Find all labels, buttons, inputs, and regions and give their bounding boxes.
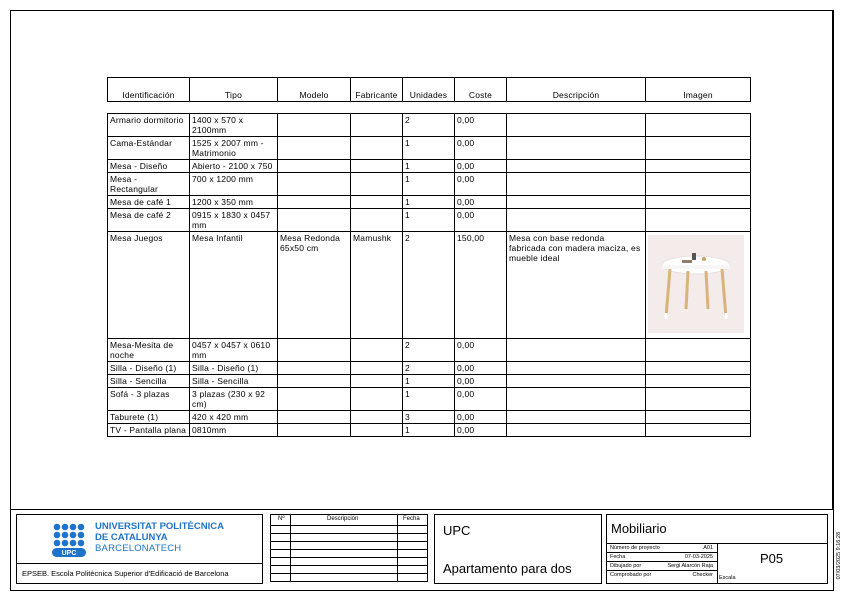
cell-tipo: Mesa Infantil [190, 232, 278, 339]
logo-divider [17, 563, 262, 564]
cell-coste: 0,00 [455, 339, 507, 362]
logo-dot [54, 540, 61, 547]
cell-modelo [278, 160, 351, 173]
rev-row-line [271, 573, 427, 574]
cell-imagen [646, 388, 751, 411]
cell-tipo: 0810mm [190, 424, 278, 437]
cell-unidades: 1 [403, 160, 455, 173]
cell-descripcion [507, 173, 646, 196]
logo-dot [62, 532, 69, 539]
logo-line-2: DE CATALUNYA [95, 532, 168, 543]
schedule-header [107, 77, 751, 102]
cell-coste: 0,00 [455, 137, 507, 160]
sheet-info-box [606, 514, 828, 584]
info-row-numero [607, 544, 717, 553]
cell-tipo: 1200 x 350 mm [190, 196, 278, 209]
cell-descripcion [507, 114, 646, 137]
dibujado-value: Sergi Alarcón Raja [667, 563, 713, 569]
cell-descripcion [507, 196, 646, 209]
logo-dot [70, 540, 77, 547]
header-imagen: Imagen [646, 78, 751, 102]
cell-fabricante [351, 160, 403, 173]
header-unidades: Unidades [403, 78, 455, 102]
cell-modelo [278, 209, 351, 232]
cell-coste: 0,00 [455, 375, 507, 388]
schedule-table [107, 113, 751, 437]
logo-dot [54, 524, 61, 531]
table-row [108, 209, 751, 232]
cell-unidades: 1 [403, 424, 455, 437]
cell-unidades: 1 [403, 209, 455, 232]
cell-coste: 150,00 [455, 232, 507, 339]
cell-tipo: 1400 x 570 x 2100mm [190, 114, 278, 137]
table-row [108, 160, 751, 173]
header-fabricante: Fabricante [351, 78, 403, 102]
cell-imagen [646, 424, 751, 437]
cell-modelo [278, 375, 351, 388]
table-row [108, 173, 751, 196]
project-box [434, 514, 602, 584]
cell-unidades: 2 [403, 114, 455, 137]
school-name: EPSEB. Escola Politècnica Superior d'Edificació de Barcelona [22, 569, 229, 578]
project-org: UPC [443, 523, 471, 538]
comprobado-label: Comprobado por [610, 572, 652, 578]
cell-modelo [278, 339, 351, 362]
cell-unidades: 1 [403, 137, 455, 160]
cell-descripcion [507, 424, 646, 437]
cell-fabricante [351, 209, 403, 232]
logo-text [95, 521, 224, 554]
cell-descripcion [507, 375, 646, 388]
info-row-fecha [607, 553, 717, 562]
cell-descripcion [507, 137, 646, 160]
cell-modelo [278, 424, 351, 437]
table-row [108, 375, 751, 388]
cell-imagen [646, 137, 751, 160]
cell-unidades: 3 [403, 411, 455, 424]
cell-imagen [646, 339, 751, 362]
cell-imagen [646, 114, 751, 137]
cell-fabricante [351, 196, 403, 209]
cell-modelo [278, 173, 351, 196]
cell-fabricante [351, 339, 403, 362]
cell-coste: 0,00 [455, 160, 507, 173]
cell-identificacion: Sofá - 3 plazas [108, 388, 190, 411]
product-photo [648, 235, 744, 333]
header-coste: Coste [455, 78, 507, 102]
sheet-title: Mobiliario [611, 521, 667, 536]
cell-imagen [646, 196, 751, 209]
fecha-value: 07-03-2025 [684, 554, 713, 560]
sheet-number: P05 [760, 551, 784, 566]
table-row [108, 114, 751, 137]
cell-modelo [278, 137, 351, 160]
cell-unidades: 2 [403, 339, 455, 362]
table-row [108, 196, 751, 209]
cell-unidades: 2 [403, 232, 455, 339]
cell-imagen [646, 173, 751, 196]
cell-fabricante [351, 424, 403, 437]
logo-dot [62, 524, 69, 531]
cell-coste: 0,00 [455, 388, 507, 411]
cell-fabricante [351, 137, 403, 160]
cell-modelo [278, 196, 351, 209]
cell-tipo: Silla - Sencilla [190, 375, 278, 388]
svg-text:UPC: UPC [61, 550, 77, 557]
escala-label: Escala [719, 575, 736, 581]
numero-value: A01 [703, 545, 713, 551]
rev-col-n: Nº [278, 516, 285, 522]
table-row [108, 232, 751, 339]
cell-fabricante [351, 114, 403, 137]
cell-identificacion: Silla - Diseño (1) [108, 362, 190, 375]
cell-identificacion: Mesa-Mesita de noche [108, 339, 190, 362]
outer-border-bottom [10, 590, 834, 591]
logo-line-3: BARCELONATECH [95, 543, 182, 554]
project-name: Apartamento para dos [443, 561, 572, 576]
cell-descripcion [507, 339, 646, 362]
rev-row-line [271, 557, 427, 558]
header-modelo: Modelo [278, 78, 351, 102]
cell-coste: 0,00 [455, 411, 507, 424]
cell-tipo: 700 x 1200 mm [190, 173, 278, 196]
cell-identificacion: Mesa - Rectangular [108, 173, 190, 196]
table-row [108, 339, 751, 362]
cell-identificacion: Taburete (1) [108, 411, 190, 424]
revisions-header [271, 515, 427, 526]
cell-coste: 0,00 [455, 362, 507, 375]
print-timestamp: 07/03/2025 9:16:28 [836, 532, 842, 580]
cell-fabricante [351, 173, 403, 196]
table-row [108, 362, 751, 375]
rev-row-line [271, 533, 427, 534]
rev-col-divider [290, 515, 291, 581]
cell-unidades: 1 [403, 388, 455, 411]
table-row [108, 411, 751, 424]
logo-dot [78, 524, 85, 531]
sheet-info-divider [717, 543, 718, 583]
logo-dot [78, 540, 85, 547]
cell-identificacion: Mesa de café 2 [108, 209, 190, 232]
cell-coste: 0,00 [455, 173, 507, 196]
rev-row-line [271, 565, 427, 566]
cell-modelo [278, 362, 351, 375]
outer-border-left [10, 510, 11, 590]
cell-fabricante [351, 388, 403, 411]
cell-coste: 0,00 [455, 114, 507, 137]
cell-identificacion: Cama-Estándar [108, 137, 190, 160]
cell-modelo: Mesa Redonda 65x50 cm [278, 232, 351, 339]
cell-identificacion: Armario dormitorio [108, 114, 190, 137]
logo-box [16, 514, 263, 584]
cell-tipo: 0915 x 1830 x 0457 mm [190, 209, 278, 232]
cell-fabricante [351, 411, 403, 424]
rev-col-desc: Descripción [327, 516, 359, 522]
cell-identificacion: Mesa - Diseño [108, 160, 190, 173]
rev-row-line [271, 541, 427, 542]
dibujado-label: Dibujado por [610, 563, 642, 569]
table-row [108, 137, 751, 160]
logo-dot [54, 532, 61, 539]
cell-imagen [646, 375, 751, 388]
logo-line-1: UNIVERSITAT POLITÈCNICA [95, 521, 224, 532]
cell-imagen [646, 232, 751, 339]
cell-imagen [646, 362, 751, 375]
cell-unidades: 1 [403, 375, 455, 388]
rev-row-line [271, 549, 427, 550]
cell-descripcion [507, 160, 646, 173]
cell-identificacion: TV - Pantalla plana [108, 424, 190, 437]
cell-imagen [646, 411, 751, 424]
info-row-comprobado [607, 571, 717, 580]
info-row-dibujado [607, 562, 717, 571]
cell-descripcion: Mesa con base redonda fabricada con madera maciza, es mueble ideal [507, 232, 646, 339]
cell-unidades: 1 [403, 196, 455, 209]
cell-tipo: 1525 x 2007 mm - Matrimonio [190, 137, 278, 160]
outer-border-right [833, 10, 834, 590]
cell-tipo: Abierto - 2100 x 750 [190, 160, 278, 173]
cell-modelo [278, 388, 351, 411]
logo-dot [70, 532, 77, 539]
cell-fabricante [351, 362, 403, 375]
cell-identificacion: Silla - Sencilla [108, 375, 190, 388]
logo-dot [70, 524, 77, 531]
cell-descripcion [507, 411, 646, 424]
cell-tipo: Silla - Diseño (1) [190, 362, 278, 375]
cell-descripcion [507, 209, 646, 232]
header-descripcion: Descripción [507, 78, 646, 102]
numero-label: Número de proyecto [610, 545, 660, 551]
cell-identificacion: Mesa de café 1 [108, 196, 190, 209]
cell-fabricante: Mamushk [351, 232, 403, 339]
cell-tipo: 3 plazas (230 x 92 cm) [190, 388, 278, 411]
cell-descripcion [507, 362, 646, 375]
cell-coste: 0,00 [455, 424, 507, 437]
table-row [108, 388, 751, 411]
fecha-label: Fecha [610, 554, 626, 560]
cell-unidades: 2 [403, 362, 455, 375]
cell-coste: 0,00 [455, 209, 507, 232]
cell-modelo [278, 114, 351, 137]
logo-dot [78, 532, 85, 539]
upc-logo-mark [49, 519, 89, 559]
table-row [108, 424, 751, 437]
rev-col-fecha: Fecha [403, 516, 420, 522]
logo-dot [62, 540, 69, 547]
cell-descripcion [507, 388, 646, 411]
cell-tipo: 0457 x 0457 x 0610 mm [190, 339, 278, 362]
header-tipo: Tipo [190, 78, 278, 102]
cell-coste: 0,00 [455, 196, 507, 209]
cell-identificacion: Mesa Juegos [108, 232, 190, 339]
revisions-box [270, 514, 428, 582]
cell-fabricante [351, 375, 403, 388]
cell-imagen [646, 160, 751, 173]
cell-tipo: 420 x 420 mm [190, 411, 278, 424]
cell-imagen [646, 209, 751, 232]
header-identificacion: Identificación [108, 78, 190, 102]
cell-unidades: 1 [403, 173, 455, 196]
comprobado-value: Checker [692, 572, 713, 578]
rev-col-divider [397, 515, 398, 581]
cell-modelo [278, 411, 351, 424]
